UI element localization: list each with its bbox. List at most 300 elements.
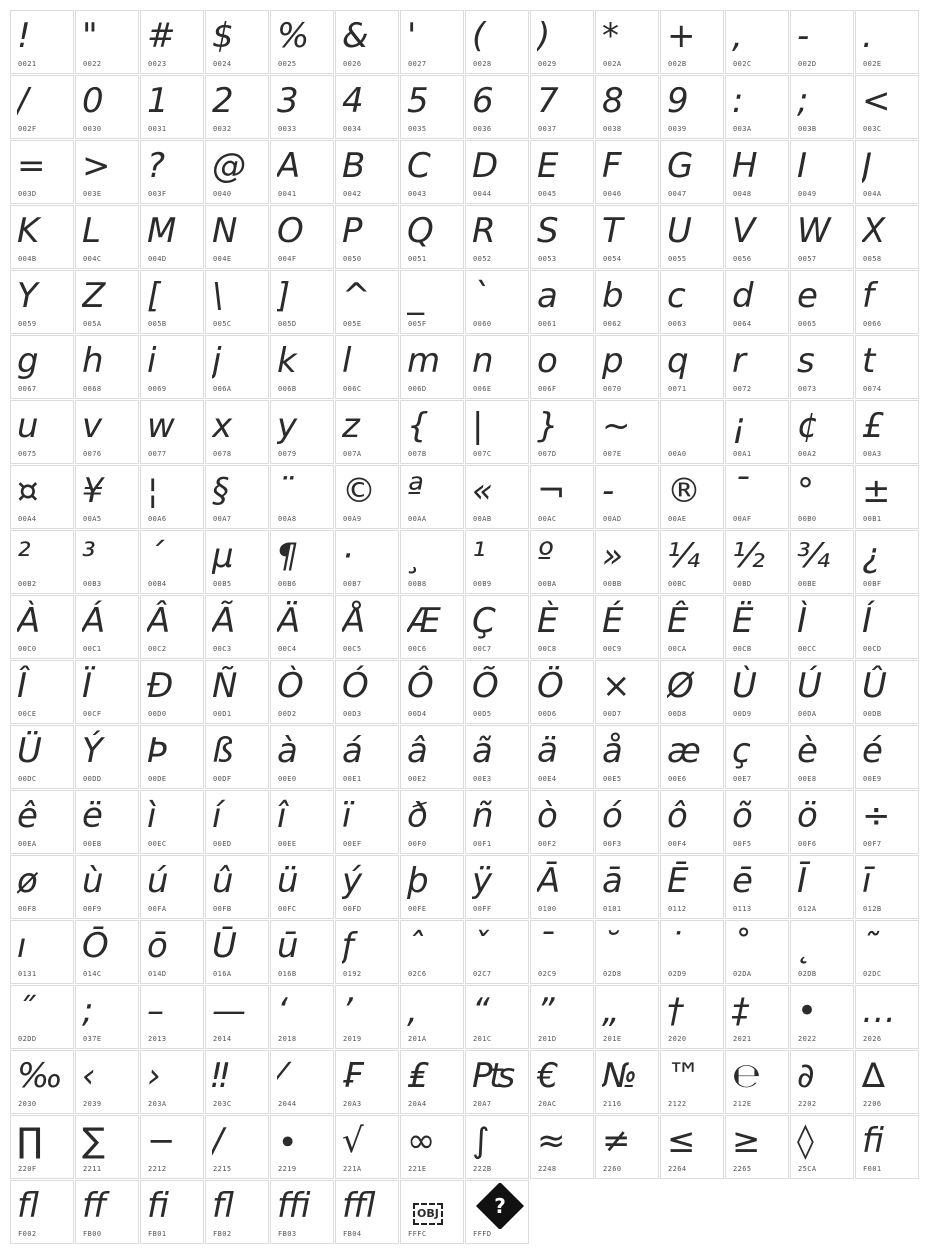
- glyph-char: \: [212, 276, 224, 316]
- glyph-code: 00C4: [278, 645, 297, 653]
- glyph-char: Ī: [797, 861, 808, 901]
- glyph-char: ¤: [17, 471, 39, 511]
- glyph-code: 0034: [343, 125, 362, 133]
- glyph-cell-0026: [335, 10, 399, 74]
- glyph-cell-0031: [140, 75, 204, 139]
- glyph-char: ¶: [277, 536, 299, 576]
- glyph-cell-00e7: [725, 725, 789, 789]
- glyph-code: 0054: [603, 255, 622, 263]
- glyph-code: 00E3: [473, 775, 492, 783]
- glyph-char: ;: [82, 991, 94, 1031]
- glyph-code: 002D: [798, 60, 817, 68]
- glyph-char: ©: [342, 471, 376, 511]
- glyph-cell-006d: [400, 335, 464, 399]
- glyph-cell-012a: [790, 855, 854, 919]
- glyph-char: Q: [407, 211, 434, 251]
- glyph-code: 00D6: [538, 710, 557, 718]
- glyph-cell-003c: [855, 75, 919, 139]
- glyph-char: þ: [407, 861, 429, 901]
- glyph-char: x: [212, 406, 233, 446]
- glyph-code: 00E8: [798, 775, 817, 783]
- glyph-code: 00DF: [213, 775, 232, 783]
- glyph-code: 0063: [668, 320, 687, 328]
- glyph-char: Æ: [407, 601, 441, 641]
- glyph-code: 004A: [863, 190, 882, 198]
- glyph-code: 00E6: [668, 775, 687, 783]
- glyph-cell-007b: [400, 400, 464, 464]
- glyph-char: Ã: [212, 601, 236, 641]
- glyph-cell-00e3: [465, 725, 529, 789]
- glyph-cell-20a7: [465, 1050, 529, 1114]
- glyph-cell-220f: [10, 1115, 74, 1179]
- glyph-cell-00a1: [725, 400, 789, 464]
- glyph-code: 00F0: [408, 840, 427, 848]
- glyph-code: 0051: [408, 255, 427, 263]
- glyph-cell-0033: [270, 75, 334, 139]
- glyph-code: 2030: [18, 1100, 37, 1108]
- glyph-char: I: [797, 146, 808, 186]
- glyph-code: 0036: [473, 125, 492, 133]
- glyph-cell-00ec: [140, 790, 204, 854]
- glyph-code: 02C9: [538, 970, 557, 978]
- glyph-cell-0030: [75, 75, 139, 139]
- glyph-cell-25ca: [790, 1115, 854, 1179]
- glyph-code: 00FE: [408, 905, 427, 913]
- glyph-cell-00c0: [10, 595, 74, 659]
- glyph-code: 20A3: [343, 1100, 362, 1108]
- glyph-cell-00a6: [140, 465, 204, 529]
- glyph-char: O: [277, 211, 304, 251]
- glyph-cell-00ca: [660, 595, 724, 659]
- glyph-char: u: [17, 406, 39, 446]
- glyph-char: @: [212, 146, 246, 186]
- glyph-cell-003b: [790, 75, 854, 139]
- glyph-cell-2215: [205, 1115, 269, 1179]
- glyph-code: 00E7: [733, 775, 752, 783]
- glyph-code: 00C0: [18, 645, 37, 653]
- glyph-code: 0069: [148, 385, 167, 393]
- glyph-cell-003d: [10, 140, 74, 204]
- glyph-code: 2265: [733, 1165, 752, 1173]
- glyph-char: ”: [537, 991, 555, 1031]
- glyph-code: 0028: [473, 60, 492, 68]
- glyph-char: ð: [407, 796, 428, 836]
- glyph-cell-00bb: [595, 530, 659, 594]
- glyph-cell-0069: [140, 335, 204, 399]
- glyph-char: W: [797, 211, 831, 251]
- glyph-char: ö: [797, 796, 818, 836]
- glyph-code: 00BE: [798, 580, 817, 588]
- glyph-cell-00ad: [595, 465, 659, 529]
- glyph-cell-0067: [10, 335, 74, 399]
- glyph-char: ¸: [407, 536, 424, 576]
- glyph-cell-00fa: [140, 855, 204, 919]
- glyph-cell-00ee: [270, 790, 334, 854]
- glyph-cell-00fd: [335, 855, 399, 919]
- glyph-char: ?: [147, 146, 166, 186]
- glyph-code: 00AB: [473, 515, 492, 523]
- glyph-cell-00f2: [530, 790, 594, 854]
- glyph-cell-005e: [335, 270, 399, 334]
- glyph-code: 0058: [863, 255, 882, 263]
- glyph-char: K: [17, 211, 40, 251]
- glyph-char: R: [472, 211, 496, 251]
- glyph-cell-014d: [140, 920, 204, 984]
- glyph-cell-2030: [10, 1050, 74, 1114]
- glyph-code: 00FF: [473, 905, 492, 913]
- glyph-cell-02da: [725, 920, 789, 984]
- glyph-cell-2022: [790, 985, 854, 1049]
- glyph-cell-0053: [530, 205, 594, 269]
- glyph-char: ∕: [212, 1121, 224, 1161]
- glyph-cell-006a: [205, 335, 269, 399]
- glyph-char: ¯: [732, 471, 749, 511]
- glyph-char: æ: [667, 731, 701, 771]
- glyph-cell-00ab: [465, 465, 529, 529]
- glyph-code: 00A2: [798, 450, 817, 458]
- glyph-cell-0062: [595, 270, 659, 334]
- glyph-char: Ø: [667, 666, 694, 706]
- glyph-cell-0041: [270, 140, 334, 204]
- glyph-char: ô: [667, 796, 688, 836]
- glyph-cell-00e6: [660, 725, 724, 789]
- glyph-cell-0072: [725, 335, 789, 399]
- glyph-code: 0050: [343, 255, 362, 263]
- glyph-cell-201e: [595, 985, 659, 1049]
- glyph-code: 006D: [408, 385, 427, 393]
- glyph-code: 2212: [148, 1165, 167, 1173]
- glyph-char: Ò: [277, 666, 304, 706]
- glyph-char: ≥: [732, 1121, 761, 1161]
- glyph-char: 7: [537, 81, 559, 121]
- glyph-cell-2039: [75, 1050, 139, 1114]
- glyph-char: *: [602, 16, 619, 56]
- glyph-char: Ü: [17, 731, 42, 771]
- glyph-code: 00C2: [148, 645, 167, 653]
- glyph-cell-0074: [855, 335, 919, 399]
- glyph-char: ₤: [407, 1056, 429, 1096]
- glyph-char: ;: [797, 81, 809, 121]
- glyph-char: z: [342, 406, 360, 446]
- glyph-cell-00cf: [75, 660, 139, 724]
- glyph-code: 00A7: [213, 515, 232, 523]
- glyph-char: î: [277, 796, 287, 836]
- glyph-char: :: [732, 81, 744, 121]
- glyph-cell-002d: [790, 10, 854, 74]
- glyph-cell-0068: [75, 335, 139, 399]
- glyph-char: ˉ: [537, 926, 554, 966]
- glyph-cell-0058: [855, 205, 919, 269]
- glyph-cell-00be: [790, 530, 854, 594]
- glyph-code: 00D0: [148, 710, 167, 718]
- glyph-cell-2020: [660, 985, 724, 1049]
- glyph-char: ‘: [277, 991, 288, 1031]
- glyph-char: ˆ: [407, 926, 424, 966]
- glyph-char: +: [667, 16, 696, 56]
- glyph-char: w: [147, 406, 175, 446]
- glyph-cell-20a3: [335, 1050, 399, 1114]
- glyph-code: 00A8: [278, 515, 297, 523]
- glyph-code: 20A7: [473, 1100, 492, 1108]
- glyph-code: 0056: [733, 255, 752, 263]
- glyph-code: 004F: [278, 255, 297, 263]
- glyph-cell-0036: [465, 75, 529, 139]
- glyph-char: â: [407, 731, 428, 771]
- glyph-char: ²: [17, 536, 31, 576]
- glyph-cell-2211: [75, 1115, 139, 1179]
- glyph-char: [667, 403, 723, 449]
- glyph-cell-00db: [855, 660, 919, 724]
- glyph-code: 00BC: [668, 580, 687, 588]
- glyph-code: 007D: [538, 450, 557, 458]
- glyph-char: ": [82, 16, 98, 56]
- glyph-cell-00b3: [75, 530, 139, 594]
- glyph-code: 2215: [213, 1165, 232, 1173]
- glyph-code: 0025: [278, 60, 297, 68]
- glyph-cell-0056: [725, 205, 789, 269]
- glyph-cell-00a2: [790, 400, 854, 464]
- glyph-char: ‰: [17, 1056, 63, 1096]
- glyph-code: 00B6: [278, 580, 297, 588]
- glyph-code: 00D4: [408, 710, 427, 718]
- glyph-cell-0043: [400, 140, 464, 204]
- glyph-code: FFFD: [473, 1230, 492, 1238]
- glyph-char: ¢: [797, 406, 819, 446]
- glyph-code: 221A: [343, 1165, 362, 1173]
- glyph-cell-00ae: [660, 465, 724, 529]
- glyph-cell-02dc: [855, 920, 919, 984]
- glyph-char: -: [602, 471, 615, 511]
- glyph-code: 00A9: [343, 515, 362, 523]
- glyph-code: 0057: [798, 255, 817, 263]
- glyph-char: Ý: [82, 731, 103, 771]
- glyph-code: 00EB: [83, 840, 102, 848]
- glyph-cell-0070: [595, 335, 659, 399]
- glyph-cell-00e1: [335, 725, 399, 789]
- glyph-cell-0023: [140, 10, 204, 74]
- glyph-char: µ: [212, 536, 234, 576]
- glyph-cell-003f: [140, 140, 204, 204]
- glyph-char: H: [732, 146, 758, 186]
- glyph-char: Á: [82, 601, 106, 641]
- glyph-char: J: [862, 146, 873, 186]
- glyph-code: 00D2: [278, 710, 297, 718]
- glyph-cell-0113: [725, 855, 789, 919]
- glyph-code: 007C: [473, 450, 492, 458]
- glyph-cell-201c: [465, 985, 529, 1049]
- glyph-code: 002A: [603, 60, 622, 68]
- glyph-code: 203A: [148, 1100, 167, 1108]
- glyph-code: 0040: [213, 190, 232, 198]
- glyph-cell-004c: [75, 205, 139, 269]
- glyph-cell-2116: [595, 1050, 659, 1114]
- glyph-char: h: [82, 341, 104, 381]
- glyph-code: 00B4: [148, 580, 167, 588]
- glyph-cell-00a0: [660, 400, 724, 464]
- glyph-cell-00d6: [530, 660, 594, 724]
- glyph-cell-20a4: [400, 1050, 464, 1114]
- glyph-char: t: [862, 341, 876, 381]
- replacement-character-icon: [476, 1183, 524, 1229]
- glyph-cell-00d4: [400, 660, 464, 724]
- glyph-cell-0029: [530, 10, 594, 74]
- glyph-char: ﬂ: [17, 1186, 39, 1226]
- glyph-cell-00e0: [270, 725, 334, 789]
- glyph-code: 00CD: [863, 645, 882, 653]
- glyph-char: Ē: [667, 861, 689, 901]
- glyph-cell-221a: [335, 1115, 399, 1179]
- glyph-code: 02DD: [18, 1035, 37, 1043]
- glyph-char: Å: [342, 601, 366, 641]
- glyph-cell-005f: [400, 270, 464, 334]
- glyph-code: 0071: [668, 385, 687, 393]
- glyph-char: Y: [17, 276, 38, 316]
- glyph-cell-014c: [75, 920, 139, 984]
- glyph-code: 007E: [603, 450, 622, 458]
- glyph-code: 00AF: [733, 515, 752, 523]
- glyph-cell-0047: [660, 140, 724, 204]
- glyph-code: 0070: [603, 385, 622, 393]
- glyph-char: Z: [82, 276, 106, 316]
- glyph-code: 0026: [343, 60, 362, 68]
- glyph-code: 005A: [83, 320, 102, 328]
- glyph-code: 00FC: [278, 905, 297, 913]
- glyph-char: ā: [602, 861, 623, 901]
- glyph-code: 0113: [733, 905, 752, 913]
- glyph-cell-00b0: [790, 465, 854, 529]
- glyph-char: y: [277, 406, 298, 446]
- glyph-char: ú: [147, 861, 169, 901]
- glyph-char: ±: [862, 471, 891, 511]
- glyph-code: 00DB: [863, 710, 882, 718]
- glyph-cell-00ea: [10, 790, 74, 854]
- glyph-code: 00E1: [343, 775, 362, 783]
- glyph-code: 00B1: [863, 515, 882, 523]
- glyph-code: 00AA: [408, 515, 427, 523]
- glyph-code: 2219: [278, 1165, 297, 1173]
- glyph-char: †: [667, 991, 684, 1031]
- glyph-code: FB03: [278, 1230, 297, 1238]
- glyph-char: ½: [732, 536, 765, 576]
- glyph-cell-0131: [10, 920, 74, 984]
- glyph-cell-0100: [530, 855, 594, 919]
- glyph-cell-016b: [270, 920, 334, 984]
- glyph-cell-00f3: [595, 790, 659, 854]
- glyph-code: 0027: [408, 60, 427, 68]
- glyph-char: ∞: [407, 1121, 436, 1161]
- glyph-code: 00F1: [473, 840, 492, 848]
- glyph-cell-0050: [335, 205, 399, 269]
- glyph-code: 037E: [83, 1035, 102, 1043]
- glyph-char: …: [862, 991, 896, 1031]
- glyph-char: –: [147, 991, 164, 1031]
- glyph-cell-fb03: [270, 1180, 334, 1244]
- glyph-code: 0047: [668, 190, 687, 198]
- glyph-code: 0022: [83, 60, 102, 68]
- glyph-cell-2206: [855, 1050, 919, 1114]
- glyph-cell-0078: [205, 400, 269, 464]
- glyph-code: 2264: [668, 1165, 687, 1173]
- glyph-cell-00a4: [10, 465, 74, 529]
- glyph-cell-006f: [530, 335, 594, 399]
- glyph-cell-00e9: [855, 725, 919, 789]
- glyph-cell-00cc: [790, 595, 854, 659]
- glyph-cell-00c8: [530, 595, 594, 659]
- glyph-char: D: [472, 146, 499, 186]
- glyph-char: ˛: [797, 926, 814, 966]
- glyph-cell-007d: [530, 400, 594, 464]
- glyph-char: Û: [862, 666, 887, 706]
- glyph-cell-00ff: [465, 855, 529, 919]
- glyph-char: Ô: [407, 666, 434, 706]
- glyph-code: 00B2: [18, 580, 37, 588]
- glyph-code: 201D: [538, 1035, 557, 1043]
- glyph-code: 0029: [538, 60, 557, 68]
- glyph-code: 0030: [83, 125, 102, 133]
- glyph-cell-2014: [205, 985, 269, 1049]
- glyph-char: 3: [277, 81, 299, 121]
- glyph-char: ˜: [862, 926, 879, 966]
- glyph-char: ¦: [147, 471, 159, 511]
- glyph-char: À: [17, 601, 41, 641]
- glyph-cell-00a5: [75, 465, 139, 529]
- glyph-cell-2202: [790, 1050, 854, 1114]
- glyph-char: ¿: [862, 536, 881, 576]
- glyph-cell-fb01: [140, 1180, 204, 1244]
- glyph-char: à: [277, 731, 298, 771]
- glyph-char: U: [667, 211, 692, 251]
- glyph-code: 00FD: [343, 905, 362, 913]
- glyph-char: S: [537, 211, 559, 251]
- glyph-cell-00fc: [270, 855, 334, 919]
- glyph-cell-0051: [400, 205, 464, 269]
- glyph-char: ∙: [277, 1121, 299, 1161]
- glyph-char: k: [277, 341, 297, 381]
- glyph-code: 00A1: [733, 450, 752, 458]
- glyph-char: ³: [82, 536, 96, 576]
- glyph-char: a: [537, 276, 558, 316]
- glyph-code: 00ED: [213, 840, 232, 848]
- glyph-code: 0062: [603, 320, 622, 328]
- glyph-cell-2260: [595, 1115, 659, 1179]
- glyph-char: }: [537, 406, 559, 446]
- glyph-code: 014D: [148, 970, 167, 978]
- glyph-code: 0078: [213, 450, 232, 458]
- glyph-cell-00ba: [530, 530, 594, 594]
- glyph-cell-0025: [270, 10, 334, 74]
- glyph-char: v: [82, 406, 103, 446]
- glyph-char: f: [862, 276, 874, 316]
- glyph-cell-00d7: [595, 660, 659, 724]
- glyph-code: 00C7: [473, 645, 492, 653]
- glyph-cell-005b: [140, 270, 204, 334]
- glyph-code: 2211: [83, 1165, 102, 1173]
- glyph-char: o: [537, 341, 558, 381]
- glyph-cell-2264: [660, 1115, 724, 1179]
- glyph-code: 0075: [18, 450, 37, 458]
- glyph-code: 00E4: [538, 775, 557, 783]
- glyph-cell-0024: [205, 10, 269, 74]
- glyph-char: §: [212, 471, 229, 511]
- glyph-cell-00a7: [205, 465, 269, 529]
- glyph-char: ﬂ: [212, 1186, 234, 1226]
- glyph-char: N: [212, 211, 238, 251]
- glyph-char: Ū: [212, 926, 237, 966]
- glyph-char: ü: [277, 861, 299, 901]
- glyph-char: ×: [602, 666, 631, 706]
- glyph-code: 220F: [18, 1165, 37, 1173]
- glyph-cell-007c: [465, 400, 529, 464]
